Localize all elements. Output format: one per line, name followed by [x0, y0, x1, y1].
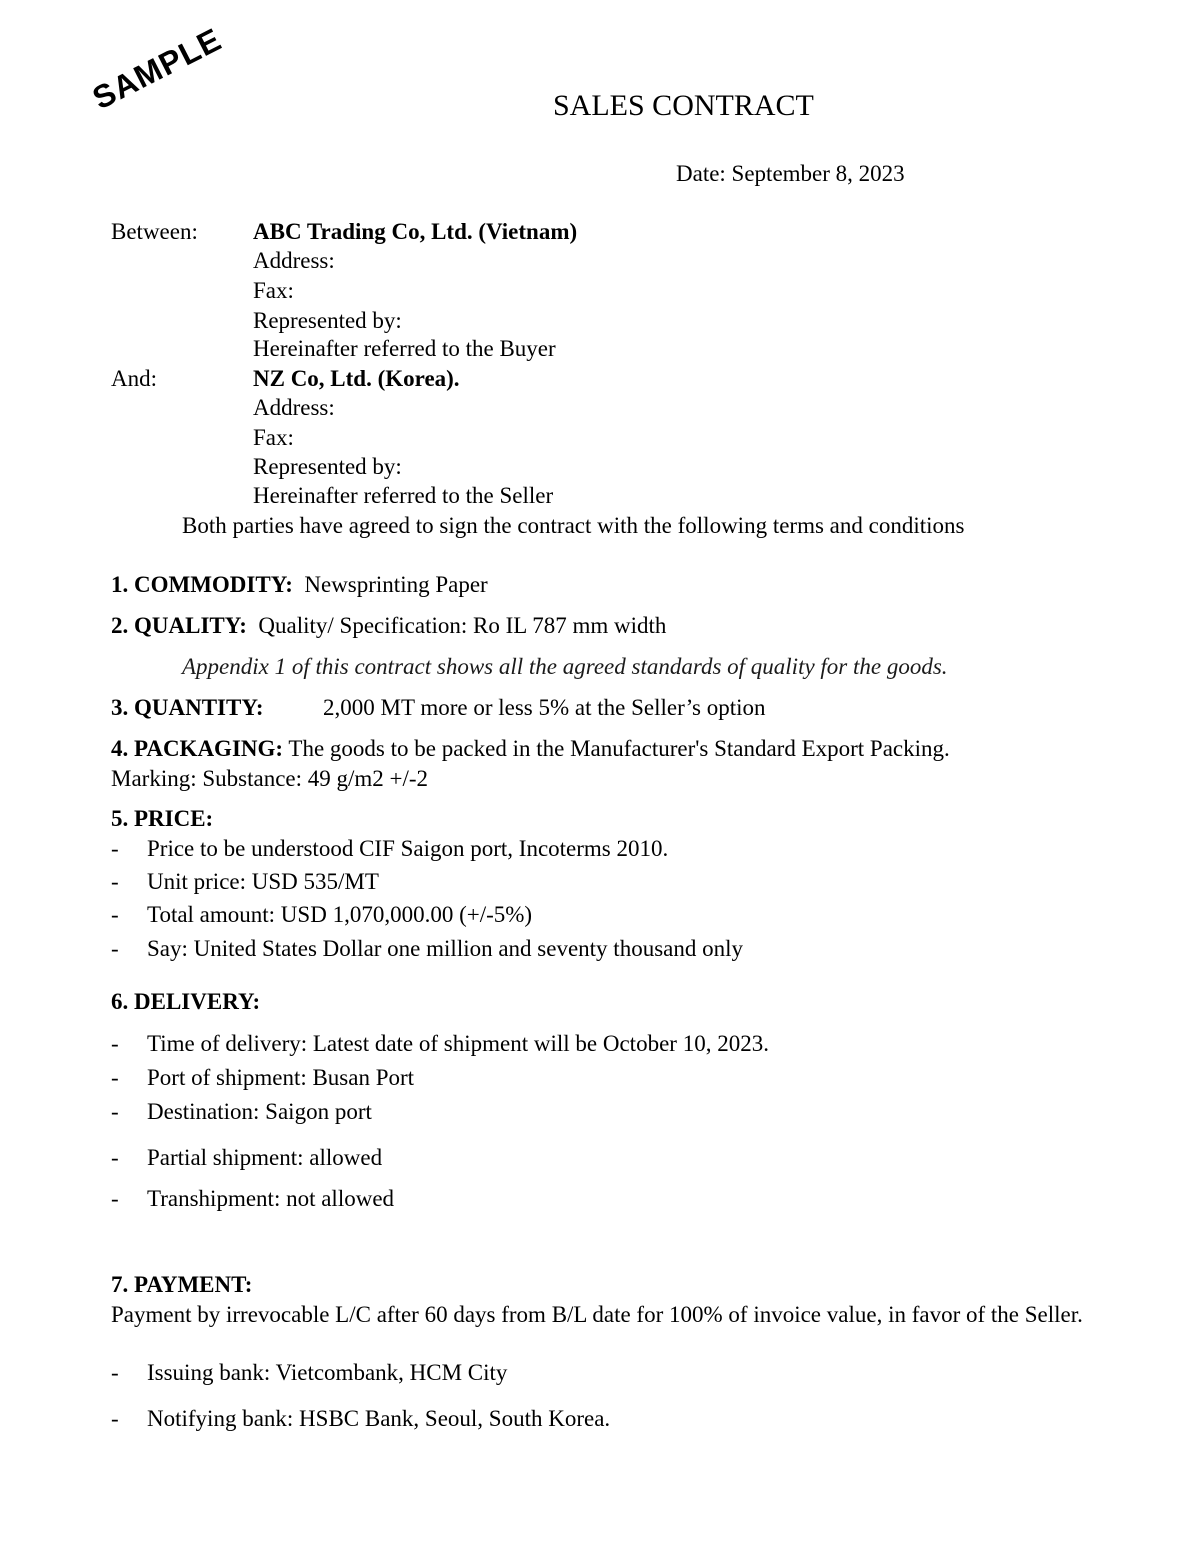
price-heading: 5. PRICE:	[111, 806, 214, 831]
quality-text: Quality/ Specification: Ro IL 787 mm width	[258, 613, 667, 638]
seller-address: Address:	[253, 395, 335, 420]
payment-item: Notifying bank: HSBC Bank, Seoul, South Korea.	[147, 1406, 611, 1431]
buyer-represented: Represented by:	[253, 308, 402, 333]
packaging-marking: Marking: Substance: 49 g/m2 +/-2	[111, 766, 429, 791]
sample-stamp: SAMPLE	[86, 20, 228, 117]
quantity-section	[111, 693, 264, 722]
delivery-item: Partial shipment: allowed	[147, 1145, 383, 1170]
price-item: Total amount: USD 1,070,000.00 (+/-5%)	[147, 902, 533, 927]
price-item: Unit price: USD 535/MT	[147, 869, 379, 894]
packaging-text: The goods to be packed in the Manufacturer's Standard Export Packing.	[288, 736, 950, 761]
commodity-section	[111, 570, 488, 599]
commodity-heading: 1. COMMODITY:	[111, 572, 293, 597]
delivery-heading: 6. DELIVERY:	[111, 989, 261, 1014]
payment-item: Issuing bank: Vietcombank, HCM City	[147, 1360, 508, 1385]
bullet: -	[111, 936, 119, 961]
bullet: -	[111, 1065, 119, 1090]
delivery-item: Destination: Saigon port	[147, 1099, 372, 1124]
buyer-fax: Fax:	[253, 278, 294, 303]
packaging-heading: 4. PACKAGING:	[111, 736, 284, 761]
bullet: -	[111, 1406, 119, 1431]
packaging-section	[111, 734, 950, 763]
delivery-item: Time of delivery: Latest date of shipment will be October 10, 2023.	[147, 1031, 769, 1056]
buyer-address: Address:	[253, 248, 335, 273]
bullet: -	[111, 1186, 119, 1211]
contract-date: Date: September 8, 2023	[676, 161, 905, 186]
payment-heading: 7. PAYMENT:	[111, 1272, 253, 1297]
bullet: -	[111, 902, 119, 927]
buyer-name: ABC Trading Co, Ltd. (Vietnam)	[253, 219, 578, 244]
agreement-statement: Both parties have agreed to sign the contract with the following terms and conditions	[182, 513, 965, 538]
seller-referred: Hereinafter referred to the Seller	[253, 483, 554, 508]
quality-note: Appendix 1 of this contract shows all the agreed standards of quality for the goods.	[182, 654, 948, 679]
document-title: SALES CONTRACT	[553, 89, 814, 122]
commodity-text: Newsprinting Paper	[304, 572, 488, 597]
quality-heading: 2. QUALITY:	[111, 613, 247, 638]
payment-text: Payment by irrevocable L/C after 60 days from B/L date for 100% of invoice value, in favor of the Seller.	[111, 1302, 1083, 1327]
bullet: -	[111, 1031, 119, 1056]
bullet: -	[111, 836, 119, 861]
seller-fax: Fax:	[253, 425, 294, 450]
between-label: Between:	[111, 219, 198, 244]
quality-section	[111, 611, 666, 640]
bullet: -	[111, 1360, 119, 1385]
seller-name: NZ Co, Ltd. (Korea).	[253, 366, 460, 391]
price-item: Price to be understood CIF Saigon port, Incoterms 2010.	[147, 836, 669, 861]
quantity-text: 2,000 MT more or less 5% at the Seller’s option	[323, 695, 766, 720]
price-item: Say: United States Dollar one million and seventy thousand only	[147, 936, 744, 961]
delivery-item: Transhipment: not allowed	[147, 1186, 395, 1211]
buyer-referred: Hereinafter referred to the Buyer	[253, 336, 556, 361]
seller-represented: Represented by:	[253, 454, 402, 479]
quantity-heading: 3. QUANTITY:	[111, 695, 264, 720]
delivery-item: Port of shipment: Busan Port	[147, 1065, 415, 1090]
bullet: -	[111, 1145, 119, 1170]
and-label: And:	[111, 366, 157, 391]
bullet: -	[111, 869, 119, 894]
bullet: -	[111, 1099, 119, 1124]
